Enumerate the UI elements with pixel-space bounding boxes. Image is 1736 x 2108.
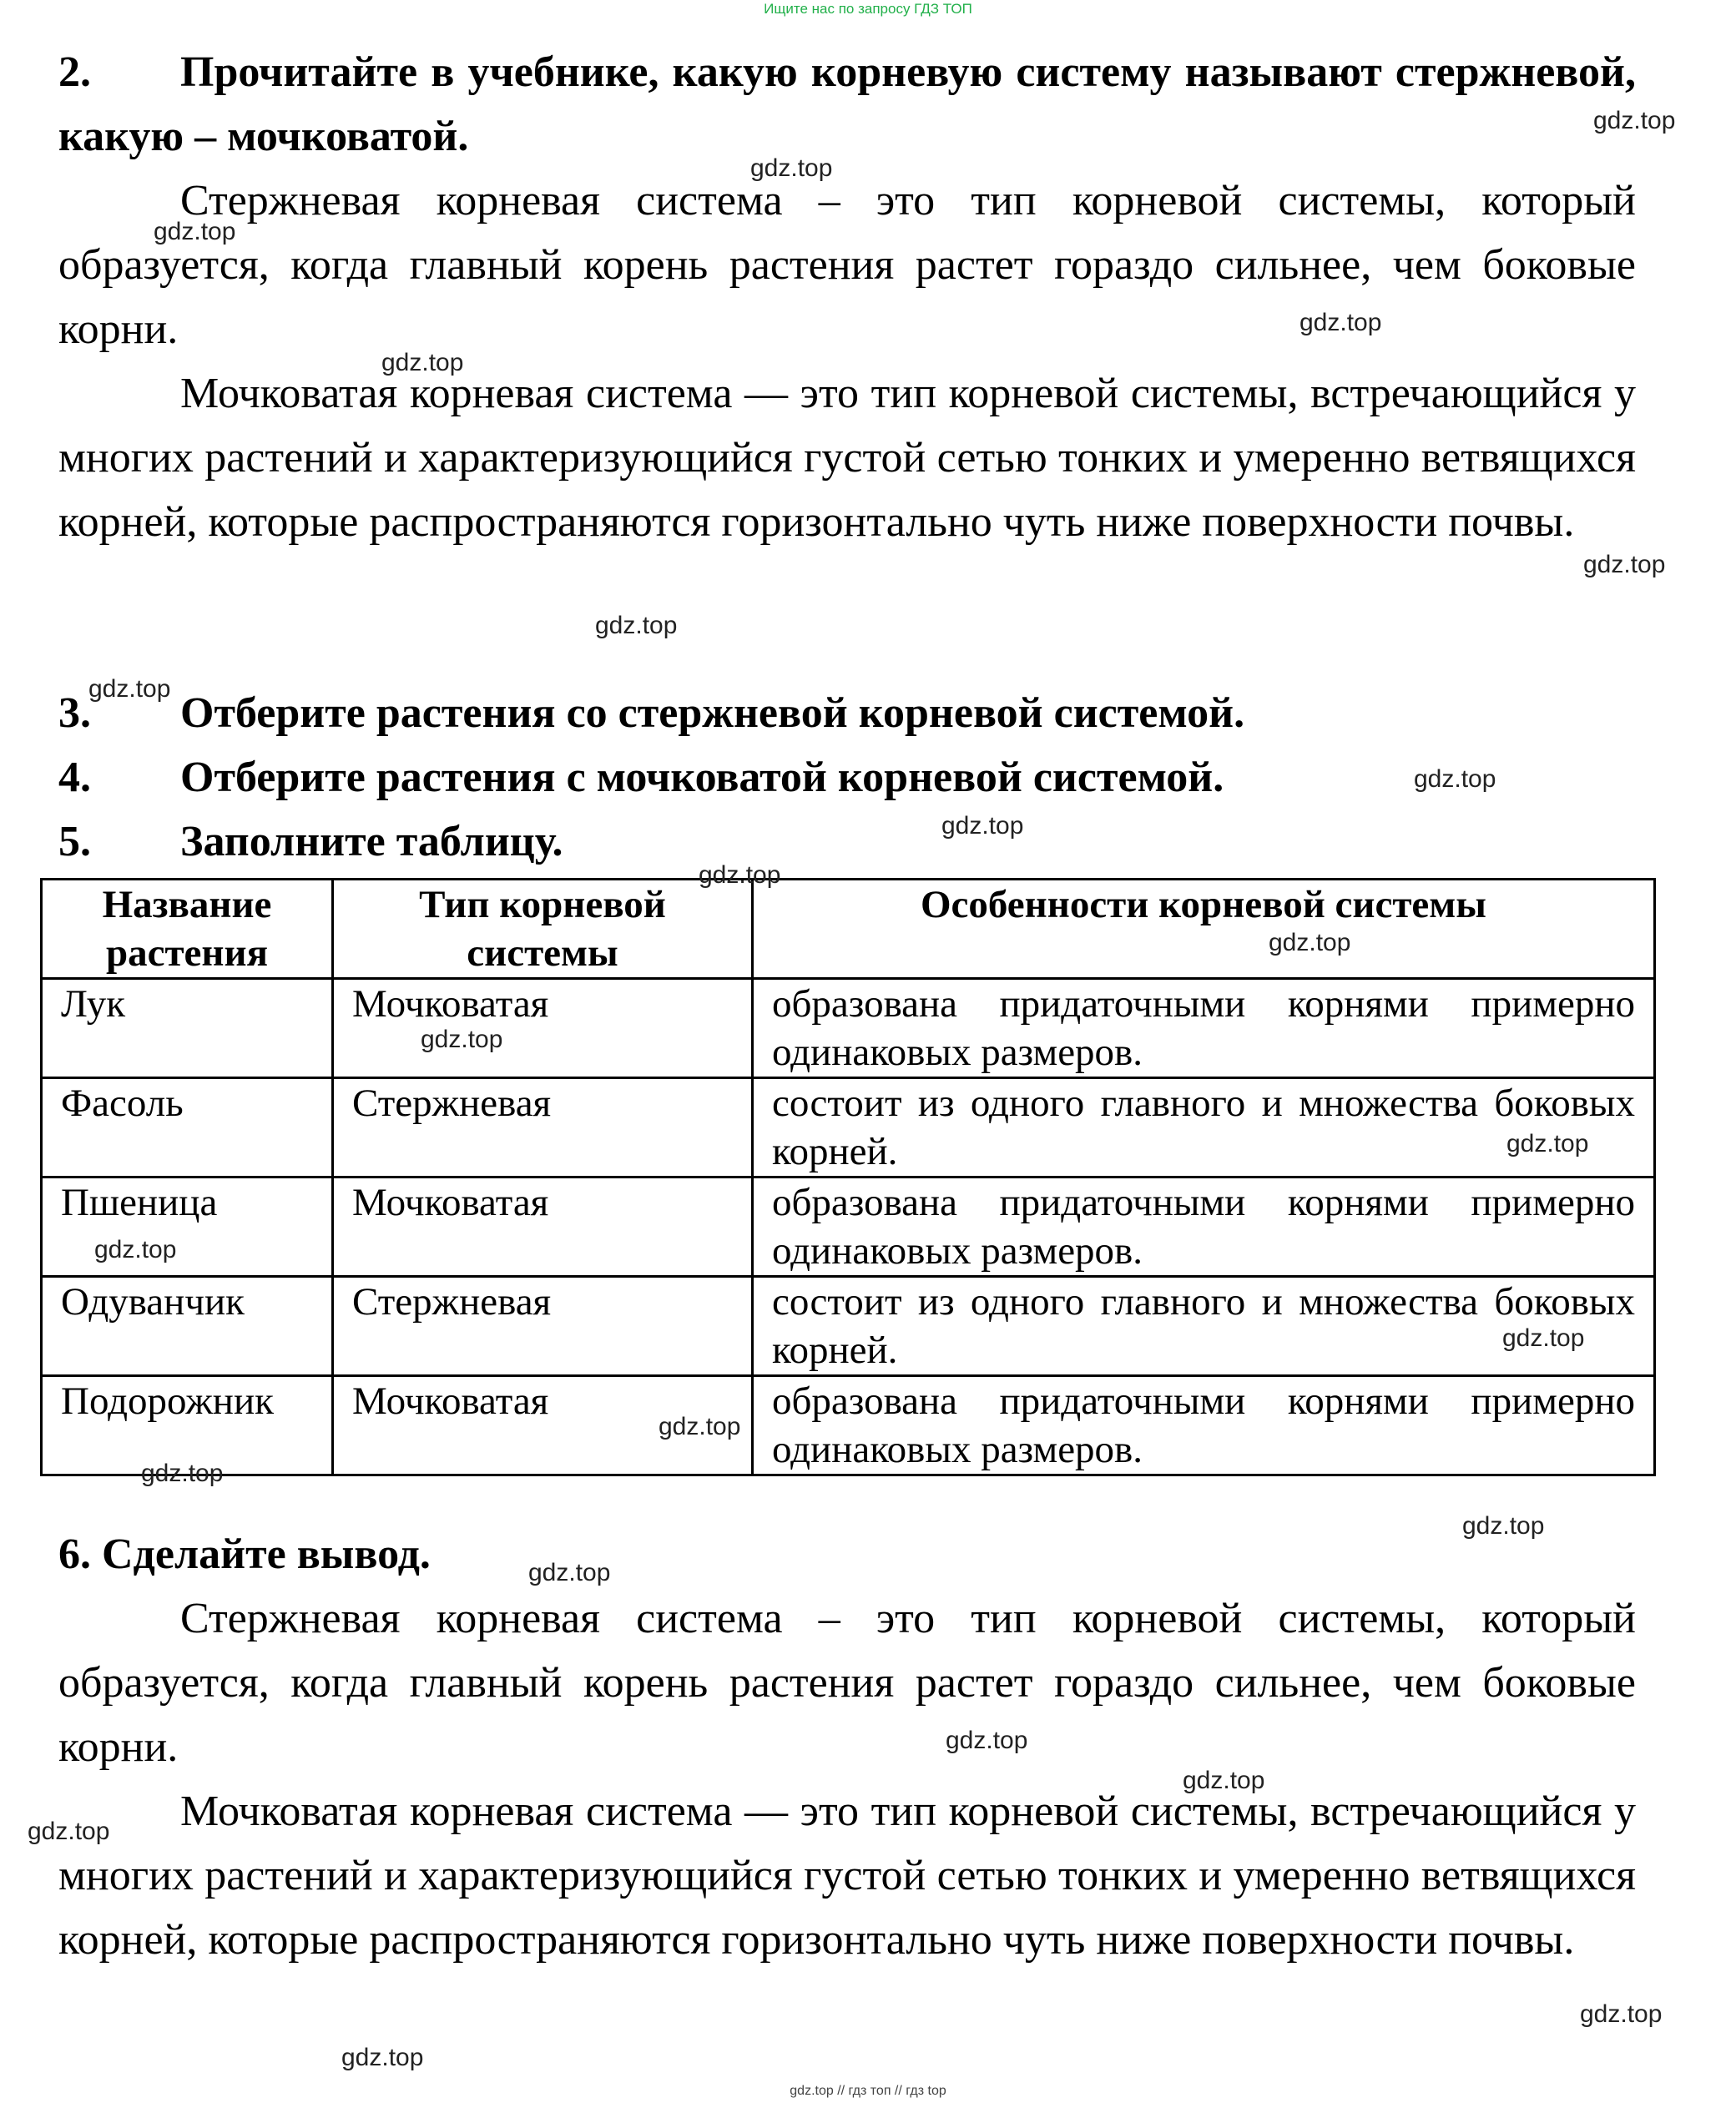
table-header-row: [42, 880, 1655, 979]
header-root-features: Особенности корневой системы: [753, 880, 1655, 979]
top-banner: Ищите нас по запросу ГДЗ ТОП: [764, 1, 972, 17]
watermark: gdz.top: [341, 2044, 424, 2071]
section-6-paragraph-fibrous: Мочковатая корневая система — это тип корневой системы, встречающийся у многих растений и характеризующийся густой сетью тонких и умеренно ветвящихся корней, которые распространяются горизонтально чуть ниже поверхности почвы.: [58, 1788, 1636, 1964]
bottom-banner: gdz.top // гдз топ // гдз top: [790, 2084, 946, 2098]
watermark: gdz.top: [1414, 765, 1496, 793]
watermark: gdz.top: [28, 1818, 110, 1845]
sections-3-5: [58, 681, 1636, 874]
root-type-cell: Мочковатая: [333, 1376, 753, 1475]
plant-name-cell: Фасоль: [42, 1078, 333, 1178]
section-5-heading: [58, 809, 1636, 874]
watermark: gdz.top: [1580, 2000, 1663, 2028]
section-2-title: Прочитайте в учебнике, какую корневую систему называют стержневой, какую – мочковатой.: [58, 48, 1636, 160]
root-type-cell: Стержневая: [333, 1078, 753, 1178]
section-2-paragraph-fibrous: Мочковатая корневая система — это тип корневой системы, встречающийся у многих растений и характеризующийся густой сетью тонких и умеренно ветвящихся корней, которые распространяются горизонтально чуть ниже поверхности почвы.: [58, 370, 1636, 546]
root-type-cell: Мочковатая: [333, 1178, 753, 1277]
table-row: [42, 1178, 1655, 1277]
section-3-number: 3.: [58, 689, 91, 737]
table-row: [42, 1078, 1655, 1178]
watermark: gdz.top: [1593, 107, 1676, 134]
section-2-heading: [58, 40, 1636, 169]
table-row: [42, 1376, 1655, 1475]
watermark: gdz.top: [154, 218, 236, 245]
watermark: gdz.top: [941, 812, 1024, 840]
root-features-cell: образована придаточными корнями примерно одинаковых размеров.: [753, 979, 1655, 1078]
watermark: gdz.top: [141, 1460, 224, 1487]
root-features-cell: состоит из одного главного и множества боковых корней.: [753, 1078, 1655, 1178]
root-features-cell: состоит из одного главного и множества боковых корней.: [753, 1277, 1655, 1376]
root-features-cell: образована придаточными корнями примерно одинаковых размеров.: [753, 1178, 1655, 1277]
watermark: gdz.top: [946, 1727, 1028, 1754]
section-6-heading: 6. Сделайте вывод.: [58, 1531, 431, 1578]
watermark: gdz.top: [528, 1559, 611, 1586]
table-row: [42, 979, 1655, 1078]
section-4-title: Отберите растения с мочковатой корневой системой.: [180, 754, 1224, 801]
plant-name-cell: Одуванчик: [42, 1277, 333, 1376]
watermark: gdz.top: [94, 1236, 177, 1263]
section-2: [58, 40, 1636, 554]
root-type-cell: Стержневая: [333, 1277, 753, 1376]
root-type-cell: Мочковатая: [333, 979, 753, 1078]
plant-name-cell: Пшеница: [42, 1178, 333, 1277]
watermark: gdz.top: [1506, 1130, 1589, 1157]
section-5-number: 5.: [58, 818, 91, 865]
root-systems-table: [40, 878, 1656, 1476]
section-3-title: Отберите растения со стержневой корневой системой.: [180, 689, 1245, 737]
watermark: gdz.top: [421, 1026, 503, 1053]
watermark: gdz.top: [1462, 1512, 1545, 1540]
section-2-paragraph-taproot: Стержневая корневая система – это тип корневой системы, который образуется, когда главный корень растения растет гораздо сильнее, чем боковые корни.: [58, 177, 1636, 353]
section-4-number: 4.: [58, 754, 91, 801]
section-4-heading: [58, 745, 1636, 809]
table-row: [42, 1277, 1655, 1376]
root-features-cell: образована придаточными корнями примерно одинаковых размеров.: [753, 1376, 1655, 1475]
section-5-title: Заполните таблицу.: [180, 818, 563, 865]
watermark: gdz.top: [659, 1413, 741, 1440]
section-2-number: 2.: [58, 48, 91, 96]
watermark: gdz.top: [381, 349, 464, 376]
watermark: gdz.top: [1502, 1324, 1585, 1352]
watermark: gdz.top: [750, 154, 833, 182]
watermark: gdz.top: [1299, 309, 1382, 336]
watermark: gdz.top: [1183, 1767, 1265, 1794]
watermark: gdz.top: [699, 861, 781, 889]
watermark: gdz.top: [1269, 929, 1351, 956]
plant-name-cell: Лук: [42, 979, 333, 1078]
section-6-paragraph-taproot: Стержневая корневая система – это тип корневой системы, который образуется, когда главный корень растения растет гораздо сильнее, чем боковые корни.: [58, 1595, 1636, 1771]
header-root-type: Тип корневой системы: [333, 880, 753, 979]
header-plant-name: Название растения: [42, 880, 333, 979]
plant-name-cell: Подорожник: [42, 1376, 333, 1475]
watermark: gdz.top: [88, 675, 171, 703]
section-3-heading: [58, 681, 1636, 745]
watermark: gdz.top: [1583, 551, 1666, 578]
section-6: [58, 1522, 1636, 1972]
watermark: gdz.top: [595, 612, 678, 639]
